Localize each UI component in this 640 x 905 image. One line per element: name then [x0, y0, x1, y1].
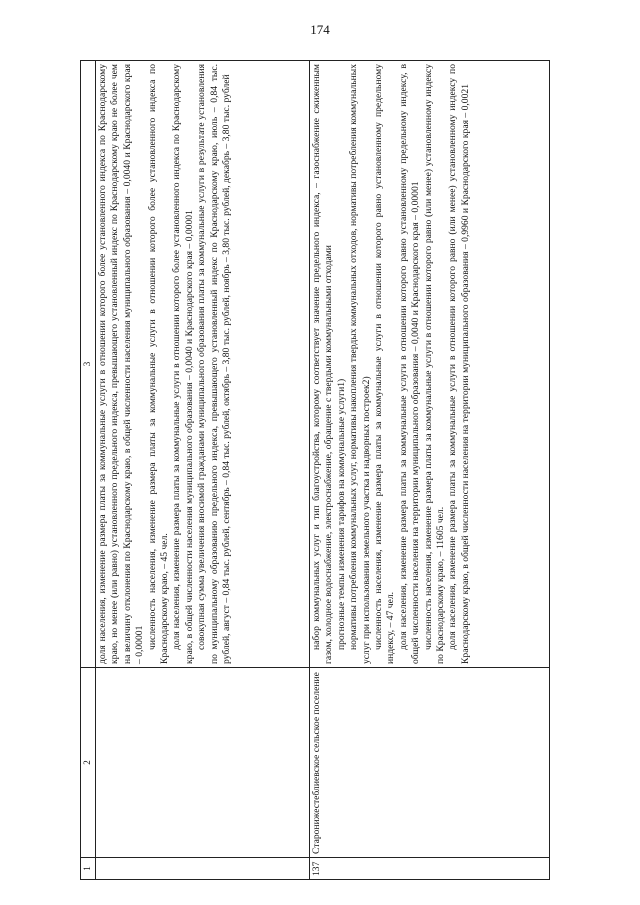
- paragraph: прогнозные темпы изменения тарифов на коммунальные услуги1): [335, 378, 347, 650]
- table-row: [310, 61, 550, 880]
- data-table: [80, 60, 550, 880]
- paragraph: доля населения, изменение размера платы за коммунальные услуги в отношении которого более установленного индекса по Краснодарскому краю, но менее (или равно) установленного предельного индекса, превышающего установленный индекс по Краснодарскому краю не более чем на величину отклонения по Краснодарскому краю, в общей численности населения муниципального образования – 0,0040 и Краснодарского края – 0,00001: [97, 64, 146, 664]
- row-details-cell: [310, 61, 550, 668]
- header-col-1: 1: [81, 858, 96, 880]
- rotated-table-container: [80, 60, 550, 880]
- paragraph: численность населения, изменение размера платы за коммунальные услуги в отношении которого равно (или менее) установленному индексу по Краснодарскому краю, – 11605 чел.: [422, 64, 447, 664]
- header-col-2: 2: [81, 668, 96, 858]
- row-number-cell: 137: [310, 858, 550, 880]
- paragraph: доля населения, изменение размера платы за коммунальные услуги в отношении которого более установленного индекса по Краснодарскому краю, в общей численности населения муниципального образования – 0,0040 и Краснодарского края – 0,00001: [171, 64, 195, 664]
- page-number: 174: [310, 22, 330, 37]
- paragraph: набор коммунальных услуг и тип благоустройства, которому соответствует значение предельного индекса, – газоснабжение сжиженным газом, холодное водоснабжение, электроснабжение, обращение с твердыми коммунальными отходами: [311, 64, 335, 664]
- row-number-cell: [96, 858, 310, 880]
- paragraph: совокупная сумма увеличения вносимой гражданами муниципального образования платы за коммунальные услуги в результате установления по муниципальному образованию предельного индекса, превышающего установленный индекс по Краснодарскому краю, июль – 0,84 тыс. рублей, август – 0,84 тыс. рублей, сентябрь – 0,84 тыс. рублей, октябрь – 3,80 тыс. рублей, ноябрь – 3,80 тыс. рублей, декабрь – 3,80 тыс. рублей: [196, 64, 233, 664]
- paragraph: численность населения, изменение размера платы за коммунальные услуги в отношении которого равно установленному предельному индексу, – 47 чел.: [373, 64, 397, 664]
- paragraph: доля населения, изменение размера платы за коммунальные услуги в отношении которого равно (или менее) установленному индексу по Краснодарскому краю, в общей численности населения на территории муниципального образования – 0,9960 и Краснодарского края – 0,0021: [447, 64, 471, 664]
- table-header-row: [81, 61, 96, 880]
- table-row: [96, 61, 310, 880]
- paragraph: нормативы потребления коммунальных услуг, нормативы накопления твердых коммунальных отходов, нормативы потребления коммунальных услуг при использовании земельного участка и надворных построек2): [348, 64, 372, 664]
- row-details-cell: [96, 61, 310, 668]
- paragraph: численность населения, изменение размера платы за коммунальные услуги в отношении которого более установленного индекса по Краснодарскому краю, – 45 чел.: [146, 64, 171, 664]
- header-col-3: 3: [81, 61, 96, 668]
- row-name-cell: [96, 668, 310, 858]
- row-name-cell: Старонижестеблиевское сельское поселение: [310, 668, 550, 858]
- paragraph: доля населения, изменение размера платы за коммунальные услуги в отношении которого равно установленному предельному индексу, в общей численности населения на территории муниципального образования – 0,0040 и Краснодарского края – 0,00001: [397, 64, 422, 664]
